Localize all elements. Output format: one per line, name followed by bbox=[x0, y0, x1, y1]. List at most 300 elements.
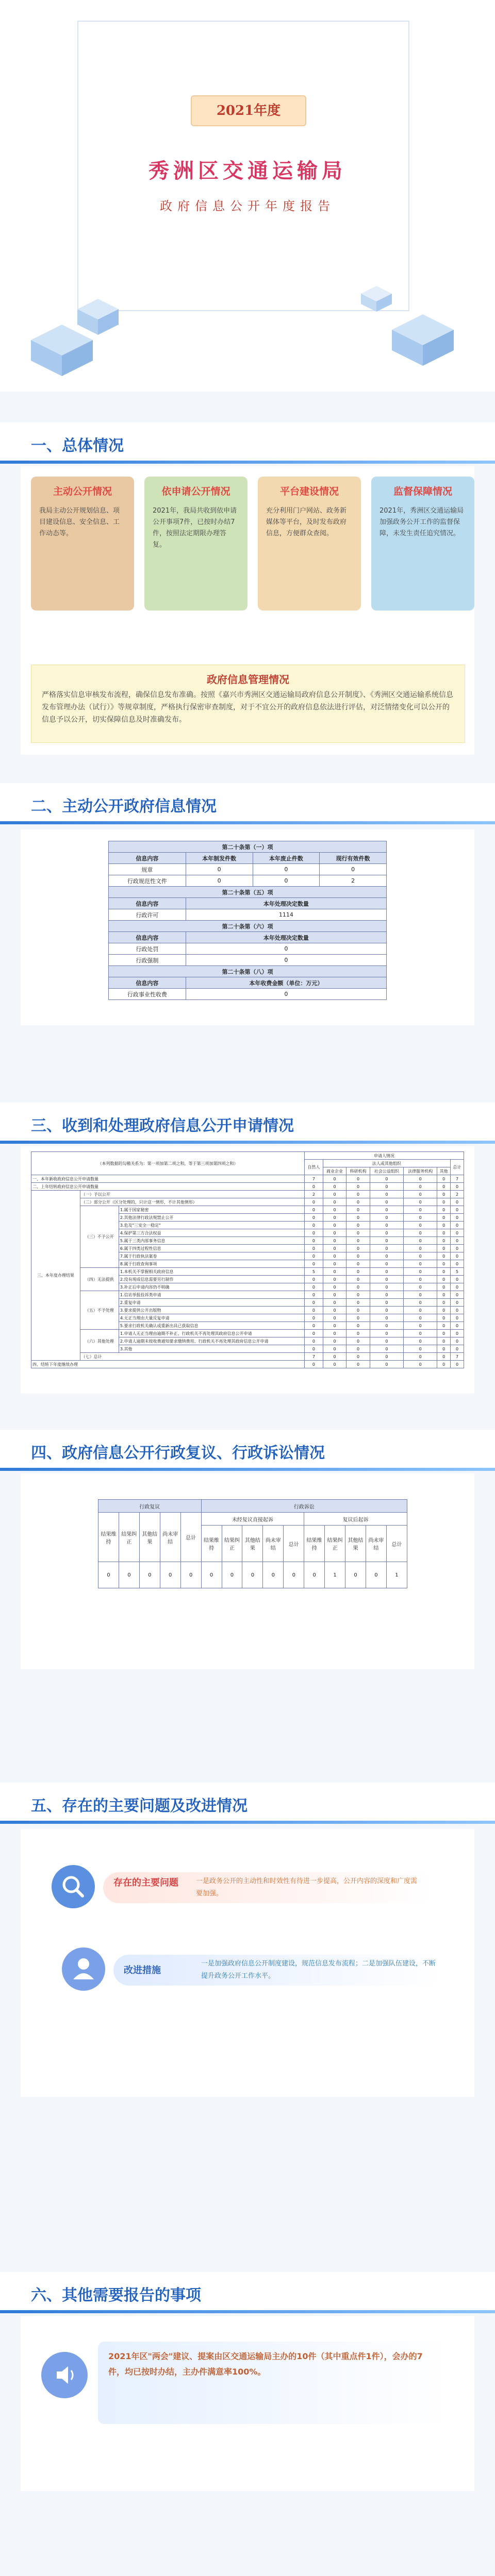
table-cell: 5.属于三类内部事务信息 bbox=[119, 1237, 304, 1245]
table-cell: 0 bbox=[346, 1322, 370, 1330]
table-cell: 现行有效件数 bbox=[320, 853, 387, 864]
table-cell: 0 bbox=[305, 1276, 323, 1283]
table-cell: 0 bbox=[119, 1562, 139, 1588]
cover-subtitle: 政府信息公开年度报告 bbox=[160, 199, 335, 213]
table-cell: 0 bbox=[160, 1562, 180, 1588]
overview-card bbox=[31, 477, 134, 611]
table-cell: 1 bbox=[325, 1562, 345, 1588]
table-cell: 0 bbox=[305, 1245, 323, 1252]
table-cell: 2.其他法律行政法规禁止公开 bbox=[119, 1214, 304, 1222]
table-cell: 0 bbox=[370, 1307, 403, 1314]
table-cell: 0 bbox=[404, 1345, 437, 1353]
requests-table bbox=[31, 1151, 464, 1368]
table-cell: 0 bbox=[370, 1183, 403, 1191]
table-row bbox=[98, 1513, 407, 1526]
table-cell: 0 bbox=[404, 1361, 437, 1368]
table-cell: 2.没有现成信息需要另行制作 bbox=[119, 1276, 304, 1283]
table-cell: （四）无法提供 bbox=[80, 1268, 119, 1291]
table-cell: 0 bbox=[186, 864, 253, 875]
table-cell: （一）予以公开 bbox=[80, 1191, 304, 1198]
table-cell: 0 bbox=[345, 1562, 366, 1588]
table-cell: 0 bbox=[346, 1330, 370, 1337]
table-cell: 0 bbox=[346, 1191, 370, 1198]
table-cell: 0 bbox=[305, 1361, 323, 1368]
table-cell: 0 bbox=[323, 1191, 346, 1198]
table-cell: （二）部分公开（区分处理的，只计这一情形，不计其他情形） bbox=[80, 1198, 304, 1206]
table-cell: 0 bbox=[437, 1299, 451, 1307]
table-cell: 7 bbox=[305, 1175, 323, 1183]
table-row bbox=[109, 989, 387, 1000]
mgmt-title: 政府信息管理情况 bbox=[207, 673, 289, 686]
table-cell: 0 bbox=[404, 1353, 437, 1361]
table-cell: 0 bbox=[346, 1291, 370, 1299]
other-panel bbox=[21, 2316, 474, 2491]
table-cell: 商业企业 bbox=[323, 1167, 346, 1175]
table-cell: 二、上年结转政府信息公开申请数量 bbox=[31, 1183, 305, 1191]
table-cell: 0 bbox=[139, 1562, 160, 1588]
table-row bbox=[31, 1361, 464, 1368]
table-cell: 0 bbox=[370, 1245, 403, 1252]
table-cell: 0 bbox=[437, 1276, 451, 1283]
table-cell: 0 bbox=[346, 1222, 370, 1229]
table-cell: 信息内容 bbox=[109, 977, 186, 989]
table-row bbox=[31, 1152, 464, 1160]
table-cell: 第二十条第（五）项 bbox=[109, 887, 387, 898]
table-cell: 3.其他 bbox=[119, 1345, 304, 1353]
table-cell: 一、本年新收政府信息公开申请数量 bbox=[31, 1175, 305, 1183]
overview-card bbox=[258, 477, 361, 611]
table-cell: 0 bbox=[370, 1314, 403, 1322]
table-cell: 本年制发件数 bbox=[186, 853, 253, 864]
table-row bbox=[109, 841, 387, 853]
table-cell: 0 bbox=[323, 1175, 346, 1183]
table-cell: 申请人情况 bbox=[305, 1152, 464, 1160]
table-cell: 0 bbox=[323, 1322, 346, 1330]
table-row bbox=[31, 1183, 464, 1191]
table-cell: 3.危及"三安全一稳定" bbox=[119, 1222, 304, 1229]
table-cell: 0 bbox=[451, 1307, 464, 1314]
card-body: 2021年，秀洲区交通运输局加强政务公开工作的监督保障，未发生责任追究情况。 bbox=[380, 507, 464, 537]
table-cell: 0 bbox=[346, 1283, 370, 1291]
issues-panel bbox=[21, 1829, 474, 2097]
table-cell: 1114 bbox=[186, 909, 386, 921]
table-cell: 科研机构 bbox=[346, 1167, 370, 1175]
table-cell: 0 bbox=[451, 1345, 464, 1353]
table-cell: 3.补正后申请内容仍不明确 bbox=[119, 1283, 304, 1291]
table-cell: 0 bbox=[323, 1314, 346, 1322]
table-cell: 0 bbox=[451, 1291, 464, 1299]
table-cell: 0 bbox=[451, 1283, 464, 1291]
table-cell: 0 bbox=[323, 1206, 346, 1214]
table-row bbox=[31, 1353, 464, 1361]
proactive-panel bbox=[21, 829, 474, 1025]
table-row bbox=[109, 853, 387, 864]
table-cell: 0 bbox=[437, 1322, 451, 1330]
table-cell: 法律服务机构 bbox=[404, 1167, 437, 1175]
table-cell: 0 bbox=[370, 1361, 403, 1368]
table-cell: 四、结转下年度继续办理 bbox=[31, 1361, 305, 1368]
issue-text: 一是加强政府信息公开制度建设，规范信息发布流程；二是加强队伍建设，不断提升政务公开工作水平。 bbox=[201, 1960, 436, 1980]
table-row bbox=[98, 1500, 407, 1513]
issue-item bbox=[62, 1942, 454, 1999]
overview-card bbox=[144, 477, 248, 611]
table-cell: 0 bbox=[346, 1229, 370, 1237]
table-cell: 结果纠正 bbox=[222, 1526, 242, 1562]
table-cell: 0 bbox=[346, 1245, 370, 1252]
section-title: 二、主动公开政府信息情况 bbox=[31, 798, 217, 816]
divider bbox=[0, 2310, 495, 2313]
table-cell: 0 bbox=[305, 1345, 323, 1353]
table-cell: 0 bbox=[370, 1330, 403, 1337]
table-row bbox=[31, 1268, 464, 1276]
table-cell: 0 bbox=[404, 1283, 437, 1291]
table-cell: 5 bbox=[451, 1268, 464, 1276]
table-cell: 0 bbox=[346, 1268, 370, 1276]
table-cell: 0 bbox=[437, 1260, 451, 1268]
table-cell: 1.本机关不掌握相关政府信息 bbox=[119, 1268, 304, 1276]
table-cell: 0 bbox=[404, 1191, 437, 1198]
table-cell: 0 bbox=[437, 1183, 451, 1191]
table-cell: 0 bbox=[323, 1252, 346, 1260]
table-cell: 0 bbox=[323, 1183, 346, 1191]
table-cell: 0 bbox=[437, 1191, 451, 1198]
table-cell: 0 bbox=[346, 1314, 370, 1322]
table-cell: 0 bbox=[451, 1260, 464, 1268]
table-cell: 0 bbox=[346, 1299, 370, 1307]
table-cell: 0 bbox=[366, 1562, 386, 1588]
table-cell: 0 bbox=[370, 1276, 403, 1283]
table-cell: 0 bbox=[451, 1198, 464, 1206]
table-cell: 0 bbox=[437, 1291, 451, 1299]
cover-year: 2021年度 bbox=[191, 95, 306, 126]
table-cell: 5 bbox=[305, 1268, 323, 1276]
table-cell: 0 bbox=[437, 1237, 451, 1245]
card-title: 主动公开情况 bbox=[53, 486, 112, 497]
divider bbox=[0, 1141, 495, 1144]
table-cell: （七）总计 bbox=[80, 1353, 304, 1361]
table-cell: 0 bbox=[346, 1361, 370, 1368]
table-cell: 0 bbox=[370, 1214, 403, 1222]
card-title: 平台建设情况 bbox=[279, 486, 339, 497]
table-cell: 1 bbox=[386, 1562, 407, 1588]
table-cell: 0 bbox=[404, 1322, 437, 1330]
table-cell: 0 bbox=[323, 1245, 346, 1252]
table-cell: 0 bbox=[305, 1322, 323, 1330]
table-cell: 0 bbox=[451, 1361, 464, 1368]
table-cell: 结果维持 bbox=[98, 1513, 119, 1562]
divider bbox=[0, 1468, 495, 1471]
info-management-box bbox=[31, 665, 465, 743]
table-cell: 0 bbox=[370, 1283, 403, 1291]
table-cell: 0 bbox=[370, 1175, 403, 1183]
table-cell: 0 bbox=[370, 1291, 403, 1299]
table-cell: 5.要求行政机关确认或重新出具已获取信息 bbox=[119, 1322, 304, 1330]
table-cell: 结果纠正 bbox=[325, 1526, 345, 1562]
table-cell: 第二十条第（六）项 bbox=[109, 921, 387, 932]
table-cell: 1.属于国家秘密 bbox=[119, 1206, 304, 1214]
table-cell: 6.属于四类过程性信息 bbox=[119, 1245, 304, 1252]
table-cell: 8.属于行政查询事项 bbox=[119, 1260, 304, 1268]
table-cell: 0 bbox=[304, 1562, 325, 1588]
cover bbox=[0, 0, 495, 392]
table-cell: 0 bbox=[305, 1237, 323, 1245]
table-cell: 0 bbox=[370, 1337, 403, 1345]
table-cell: 0 bbox=[346, 1345, 370, 1353]
table-cell: 其他 bbox=[437, 1167, 451, 1175]
table-cell: 其他结果 bbox=[139, 1513, 160, 1562]
table-cell: 0 bbox=[404, 1245, 437, 1252]
table-cell: 0 bbox=[370, 1268, 403, 1276]
table-cell: 复议后起诉 bbox=[304, 1513, 407, 1526]
table-cell: 0 bbox=[370, 1299, 403, 1307]
table-cell: 0 bbox=[451, 1229, 464, 1237]
table-cell: 0 bbox=[305, 1330, 323, 1337]
table-cell: 1.信访举报投诉类申请 bbox=[119, 1291, 304, 1299]
table-cell: 0 bbox=[242, 1562, 263, 1588]
table-cell: 0 bbox=[323, 1330, 346, 1337]
table-cell: 0 bbox=[201, 1562, 222, 1588]
table-cell: 0 bbox=[346, 1353, 370, 1361]
review-panel bbox=[21, 1473, 474, 1669]
table-cell: 0 bbox=[437, 1198, 451, 1206]
table-cell: 信息内容 bbox=[109, 853, 186, 864]
table-cell: 0 bbox=[370, 1322, 403, 1330]
table-cell: 0 bbox=[222, 1562, 242, 1588]
table-cell: 4.无正当理由大量反复申请 bbox=[119, 1314, 304, 1322]
table-cell: 0 bbox=[451, 1237, 464, 1245]
table-cell: 总计 bbox=[284, 1526, 304, 1562]
table-cell: 0 bbox=[437, 1229, 451, 1237]
table-cell: 行政诉讼 bbox=[201, 1500, 407, 1513]
table-cell: 0 bbox=[346, 1206, 370, 1214]
table-cell: 0 bbox=[186, 943, 386, 955]
table-cell: 0 bbox=[404, 1276, 437, 1283]
table-cell: 规章 bbox=[109, 864, 186, 875]
table-cell: 社会公益组织 bbox=[370, 1167, 403, 1175]
table-cell: 0 bbox=[323, 1198, 346, 1206]
table-cell: 0 bbox=[305, 1337, 323, 1345]
table-row bbox=[31, 1206, 464, 1214]
table-cell: 0 bbox=[437, 1252, 451, 1260]
table-cell: 2.申请人逾期未按收费通知要求缴纳费用、行政机关不再处理其政府信息公开申请 bbox=[119, 1337, 304, 1345]
table-cell: 0 bbox=[370, 1252, 403, 1260]
table-row bbox=[109, 955, 387, 966]
table-cell: 0 bbox=[346, 1260, 370, 1268]
table-cell: 结果维持 bbox=[304, 1526, 325, 1562]
table-cell: 0 bbox=[305, 1206, 323, 1214]
table-cell: 第二十条第（八）项 bbox=[109, 966, 387, 977]
table-cell: 0 bbox=[346, 1252, 370, 1260]
table-cell: 0 bbox=[437, 1314, 451, 1322]
table-row bbox=[109, 932, 387, 943]
table-row bbox=[31, 1175, 464, 1183]
table-cell: 0 bbox=[451, 1252, 464, 1260]
table-cell: 行政复议 bbox=[98, 1500, 202, 1513]
table-cell: 0 bbox=[323, 1361, 346, 1368]
table-row bbox=[109, 909, 387, 921]
cover-decoration bbox=[0, 247, 495, 381]
table-cell: 0 bbox=[323, 1307, 346, 1314]
table-cell: 0 bbox=[404, 1206, 437, 1214]
table-cell: 0 bbox=[451, 1330, 464, 1337]
table-cell: 1.申请人无正当理由逾期不补正、行政机关不再处理其政府信息公开申请 bbox=[119, 1330, 304, 1337]
table-cell: 自然人 bbox=[305, 1160, 323, 1175]
table-cell: 0 bbox=[437, 1283, 451, 1291]
card-body: 我局主动公开规划信息、项目建设信息、安全信息、工作动态等。 bbox=[39, 507, 120, 537]
table-cell: 行政强制 bbox=[109, 955, 186, 966]
table-cell: 0 bbox=[437, 1175, 451, 1183]
table-cell: 0 bbox=[404, 1299, 437, 1307]
table-cell: 2 bbox=[451, 1191, 464, 1198]
table-cell: 0 bbox=[451, 1206, 464, 1214]
mgmt-body: 严格落实信息审核发布流程，确保信息发布准确。按照《嘉兴市秀洲区交通运输局政府信息公开制度》、《秀洲区交通运输系统信息发布管理办法（试行）》等规章制度，严格执行保密审查制度，对于不宜公开的政府信息依法进行评估，对泛情绪变化可以公开的信息予以公开，切实保障信息及时准确发布。 bbox=[42, 691, 453, 724]
table-cell: 0 bbox=[370, 1198, 403, 1206]
table-row bbox=[98, 1562, 407, 1588]
section-proactive bbox=[0, 783, 495, 824]
table-cell: 0 bbox=[253, 875, 320, 887]
table-cell: 0 bbox=[323, 1353, 346, 1361]
table-row bbox=[109, 875, 387, 887]
table-cell: 0 bbox=[404, 1314, 437, 1322]
table-cell: 0 bbox=[451, 1214, 464, 1222]
table-cell: 0 bbox=[323, 1222, 346, 1229]
table-cell: 3.要求提供公开出版物 bbox=[119, 1307, 304, 1314]
table-cell: 0 bbox=[404, 1291, 437, 1299]
table-cell: 7 bbox=[451, 1353, 464, 1361]
table-cell: 0 bbox=[346, 1237, 370, 1245]
overview-card bbox=[371, 477, 474, 611]
table-cell: 三、本年度办理结果 bbox=[31, 1191, 80, 1361]
issue-label: 存在的主要问题 bbox=[113, 1877, 178, 1888]
table-cell: 第二十条第（一）项 bbox=[109, 841, 387, 853]
section-title: 六、其他需要报告的事项 bbox=[31, 2286, 201, 2304]
table-cell: 0 bbox=[305, 1214, 323, 1222]
table-cell: 0 bbox=[284, 1562, 304, 1588]
table-cell: 0 bbox=[437, 1330, 451, 1337]
table-cell: 0 bbox=[305, 1299, 323, 1307]
table-cell: 0 bbox=[346, 1183, 370, 1191]
table-cell: 0 bbox=[180, 1562, 201, 1588]
table-cell: 0 bbox=[253, 864, 320, 875]
table-cell: 0 bbox=[437, 1214, 451, 1222]
table-cell: 0 bbox=[437, 1353, 451, 1361]
table-cell: （六）其他处理 bbox=[80, 1330, 119, 1353]
table-cell: 本年收费金额（单位：万元） bbox=[186, 977, 386, 989]
table-cell: 0 bbox=[370, 1229, 403, 1237]
table-cell: 0 bbox=[323, 1337, 346, 1345]
issue-item bbox=[52, 1860, 443, 1917]
table-cell: （本列数据的勾稽关系为：第一项加第二项之和，等于第三项加第四项之和） bbox=[31, 1152, 305, 1175]
search-icon bbox=[52, 1865, 95, 1908]
table-cell: 本年处理决定数量 bbox=[186, 932, 386, 943]
table-cell: 0 bbox=[346, 1198, 370, 1206]
table-cell: 0 bbox=[404, 1330, 437, 1337]
table-cell: 0 bbox=[323, 1291, 346, 1299]
table-cell: 0 bbox=[370, 1191, 403, 1198]
table-cell: 0 bbox=[305, 1307, 323, 1314]
table-cell: 0 bbox=[404, 1260, 437, 1268]
section-other bbox=[0, 2272, 495, 2313]
table-cell: 0 bbox=[346, 1214, 370, 1222]
section-review bbox=[0, 1430, 495, 1471]
section-title: 五、存在的主要问题及改进情况 bbox=[31, 1797, 248, 1815]
table-cell: 0 bbox=[437, 1307, 451, 1314]
table-cell: 0 bbox=[323, 1283, 346, 1291]
other-text: 2021年区"两会"建议、提案由区交通运输局主办的10件（其中重点件1件），会办的7件，均已按时办结，主办件满意率100%。 bbox=[108, 2351, 423, 2377]
table-cell: 0 bbox=[370, 1260, 403, 1268]
section-title: 一、总体情况 bbox=[31, 437, 124, 455]
table-cell: 0 bbox=[186, 875, 253, 887]
table-cell: 0 bbox=[437, 1345, 451, 1353]
table-cell: 0 bbox=[370, 1237, 403, 1245]
table-cell: 结果维持 bbox=[201, 1526, 222, 1562]
table-cell: 0 bbox=[305, 1198, 323, 1206]
divider bbox=[0, 461, 495, 464]
table-cell: 信息内容 bbox=[109, 932, 186, 943]
table-cell: 总计 bbox=[386, 1526, 407, 1562]
table-cell: 0 bbox=[437, 1361, 451, 1368]
person-icon bbox=[62, 1947, 105, 1991]
card-title: 监督保障情况 bbox=[393, 486, 452, 497]
table-cell: 行政处罚 bbox=[109, 943, 186, 955]
table-cell: 信息内容 bbox=[109, 898, 186, 909]
table-cell: 0 bbox=[323, 1214, 346, 1222]
table-cell: 0 bbox=[370, 1206, 403, 1214]
table-cell: 0 bbox=[451, 1183, 464, 1191]
table-cell: 0 bbox=[437, 1268, 451, 1276]
table-row bbox=[31, 1198, 464, 1206]
table-row bbox=[31, 1191, 464, 1198]
table-cell: 0 bbox=[305, 1252, 323, 1260]
section-issues bbox=[0, 1783, 495, 1824]
table-cell: 0 bbox=[451, 1245, 464, 1252]
table-cell: 2 bbox=[320, 875, 387, 887]
table-cell: 0 bbox=[437, 1222, 451, 1229]
table-cell: 0 bbox=[323, 1260, 346, 1268]
table-row bbox=[109, 966, 387, 977]
section-overview bbox=[0, 422, 495, 464]
table-cell: 0 bbox=[404, 1237, 437, 1245]
table-cell: 0 bbox=[323, 1237, 346, 1245]
table-cell: 0 bbox=[323, 1299, 346, 1307]
speaker-icon bbox=[41, 2352, 88, 2398]
table-cell: 0 bbox=[404, 1268, 437, 1276]
table-cell: 0 bbox=[305, 1314, 323, 1322]
table-cell: 0 bbox=[263, 1562, 284, 1588]
table-cell: 法人或其他组织 bbox=[323, 1160, 450, 1167]
table-cell: 0 bbox=[404, 1252, 437, 1260]
table-cell: 0 bbox=[305, 1260, 323, 1268]
table-cell: 0 bbox=[305, 1183, 323, 1191]
card-body: 充分利用门户网站、政务新媒体等平台，及时发布政府信息，方便群众查阅。 bbox=[266, 507, 347, 537]
table-cell: 0 bbox=[346, 1175, 370, 1183]
table-cell: 0 bbox=[437, 1245, 451, 1252]
requests-panel bbox=[21, 1146, 474, 1394]
table-cell: 0 bbox=[305, 1222, 323, 1229]
table-row bbox=[109, 921, 387, 932]
table-cell: 0 bbox=[451, 1337, 464, 1345]
divider bbox=[0, 1821, 495, 1824]
table-cell: 0 bbox=[186, 989, 386, 1000]
table-cell: 0 bbox=[346, 1337, 370, 1345]
table-cell: 0 bbox=[305, 1291, 323, 1299]
table-cell: 4.保护第三方合法权益 bbox=[119, 1229, 304, 1237]
table-cell: 0 bbox=[323, 1229, 346, 1237]
table-cell: 0 bbox=[323, 1345, 346, 1353]
table-row bbox=[109, 977, 387, 989]
table-cell: 本年处理决定数量 bbox=[186, 898, 386, 909]
section-title: 四、政府信息公开行政复议、行政诉讼情况 bbox=[31, 1444, 325, 1462]
